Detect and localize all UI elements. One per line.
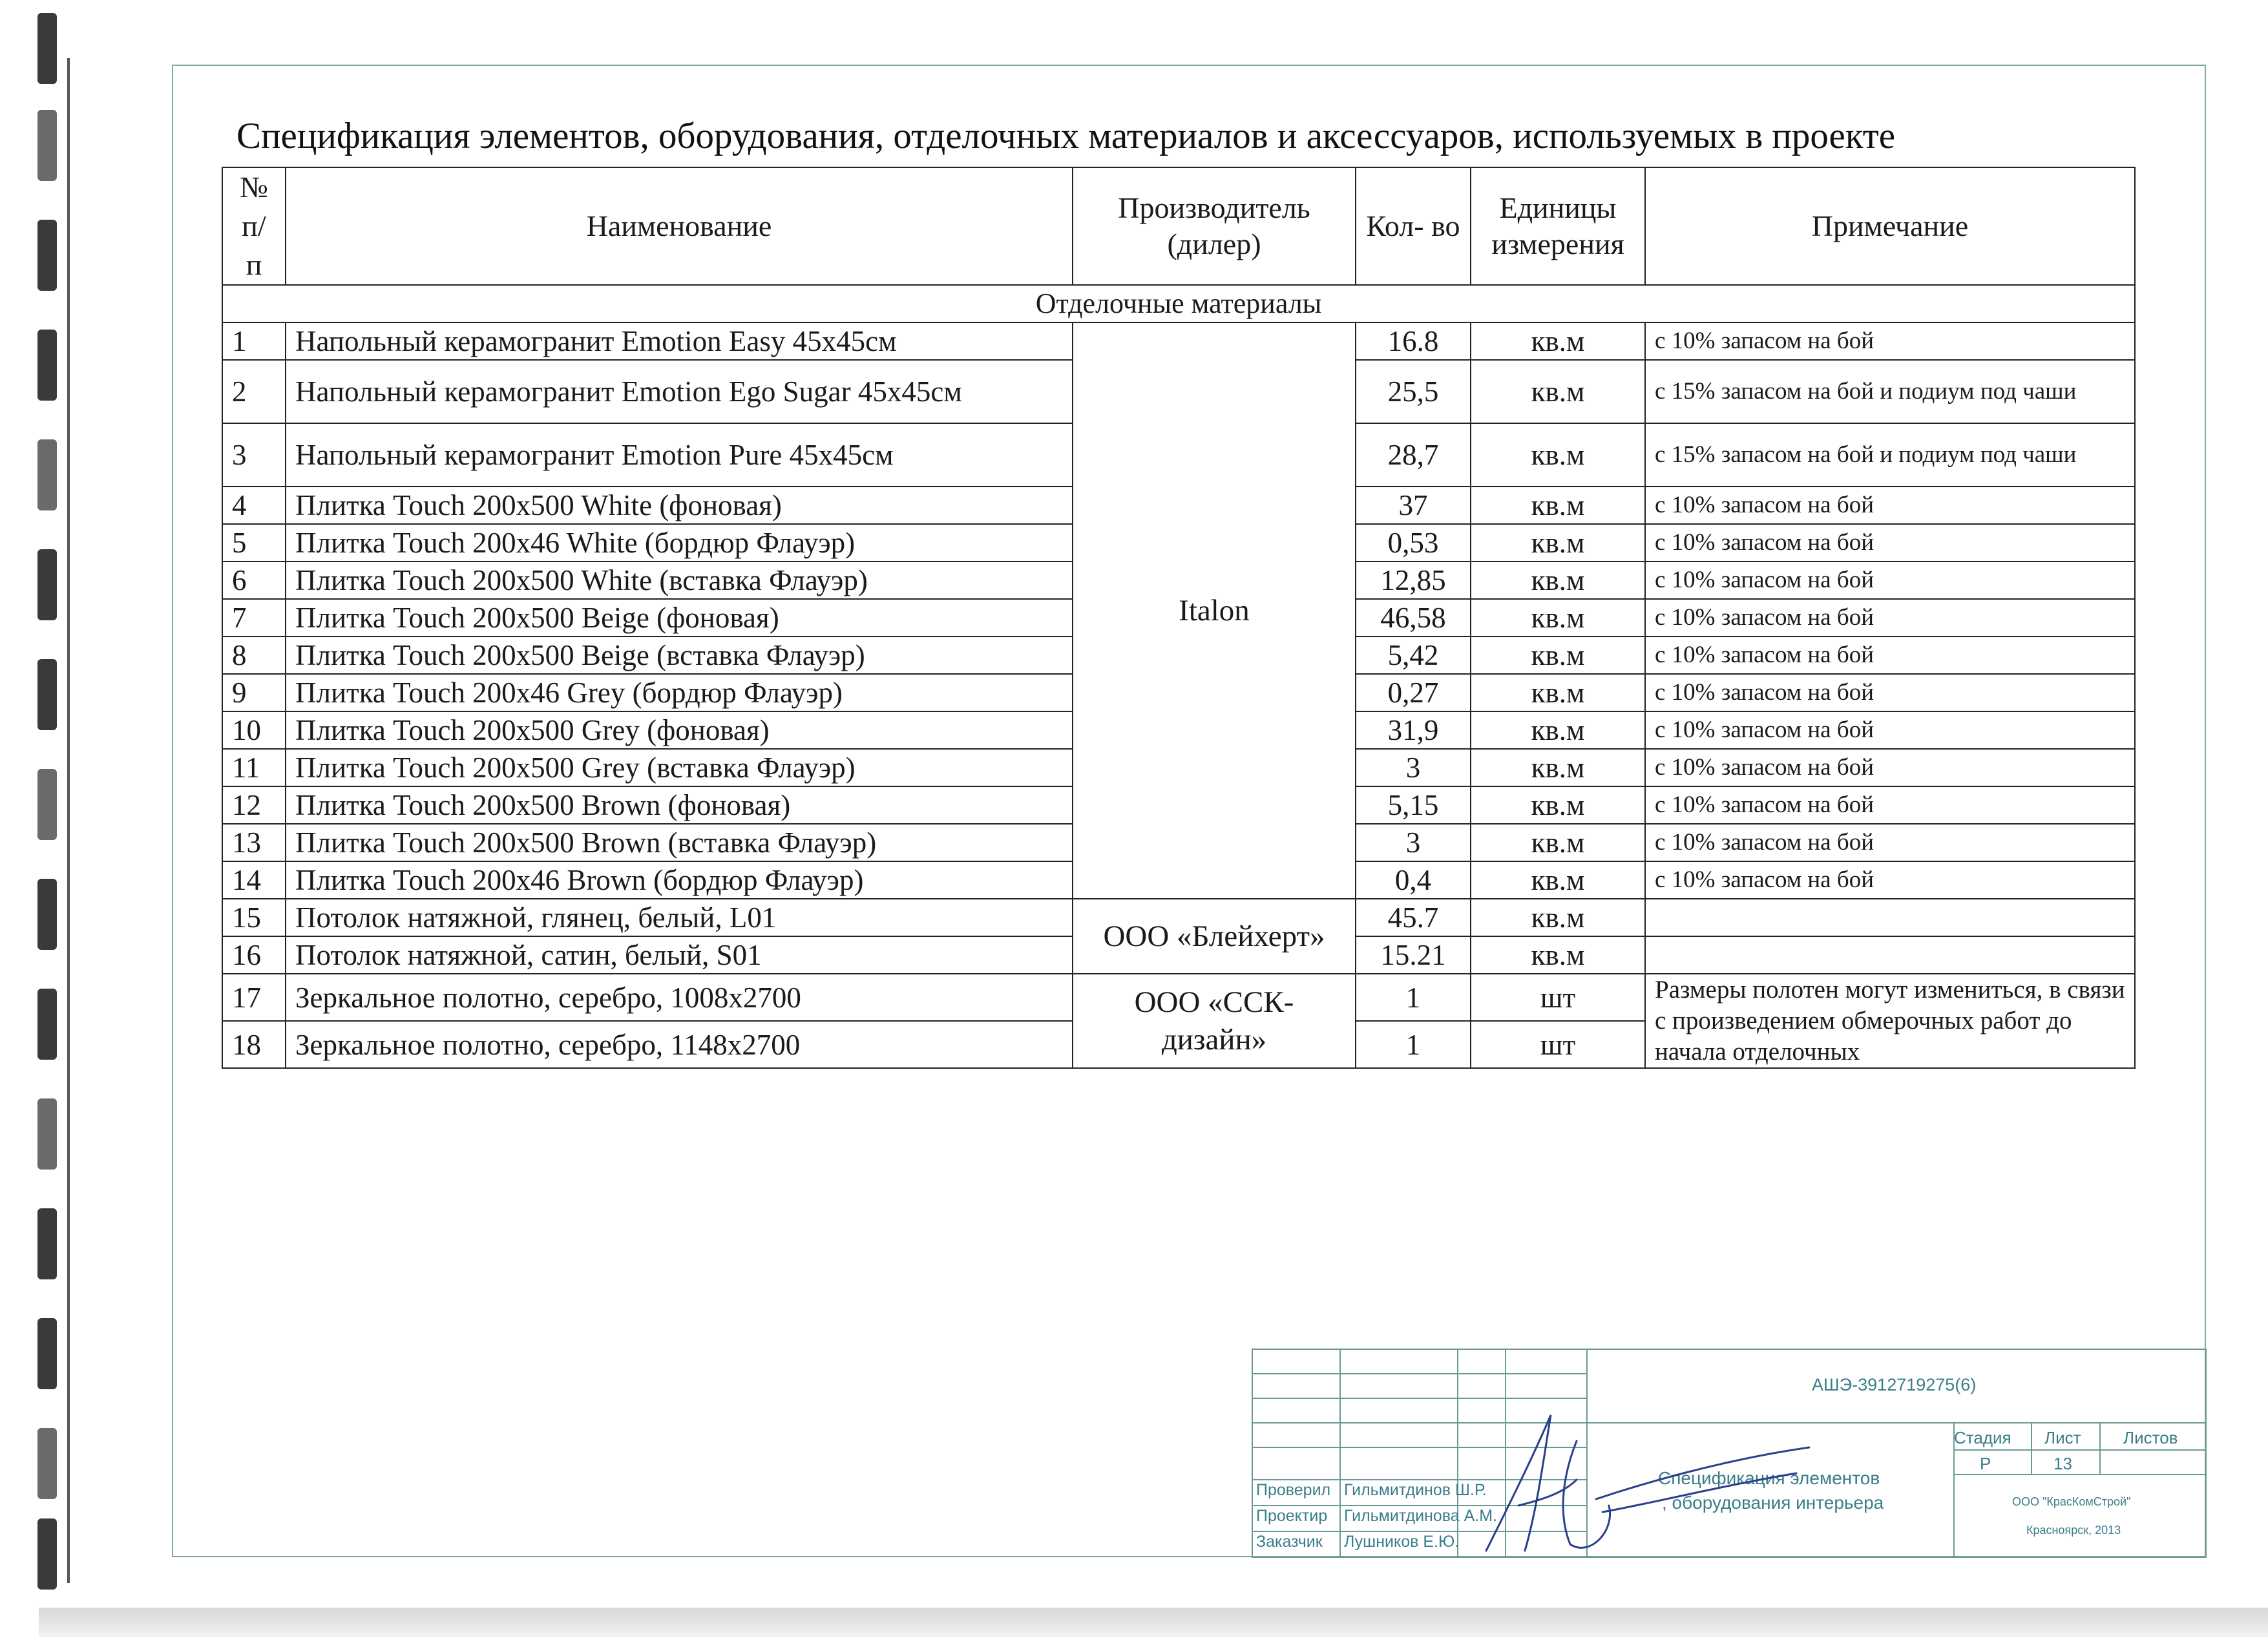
stage-value: Р xyxy=(1980,1454,1991,1473)
row-unit: кв.м xyxy=(1471,711,1645,749)
row-number: 1 xyxy=(222,322,286,360)
row-note: с 10% запасом на бой xyxy=(1645,524,2135,562)
manufacturer-bleichert: ООО «Блейхерт» xyxy=(1073,899,1356,974)
binder-hole xyxy=(37,1098,57,1170)
row-name: Напольный керамогранит Emotion Pure 45x45см xyxy=(286,423,1073,487)
row-name: Плитка Touch 200x46 White (бордюр Флауэр) xyxy=(286,524,1073,562)
row-unit: кв.м xyxy=(1471,674,1645,711)
row-quantity: 5,15 xyxy=(1356,786,1471,824)
specification-table xyxy=(222,167,2136,1069)
row-number: 4 xyxy=(222,487,286,524)
row-quantity: 28,7 xyxy=(1356,423,1471,487)
signer-name-designer: Гильмитдинова А.М. xyxy=(1344,1507,1497,1525)
table-row xyxy=(222,899,2135,936)
row-unit: кв.м xyxy=(1471,524,1645,562)
signer-role-checked: Проверил xyxy=(1256,1481,1331,1499)
row-note: с 10% запасом на бой xyxy=(1645,562,2135,599)
row-quantity: 5,42 xyxy=(1356,636,1471,674)
binder-hole xyxy=(37,1518,57,1590)
row-unit: кв.м xyxy=(1471,749,1645,786)
header-qty: Кол- во xyxy=(1356,167,1471,285)
signer-name-customer: Лушников Е.Ю. xyxy=(1344,1533,1460,1551)
binder-hole xyxy=(37,1428,57,1499)
row-quantity: 1 xyxy=(1356,974,1471,1021)
row-number: 11 xyxy=(222,749,286,786)
row-note: с 10% запасом на бой xyxy=(1645,599,2135,636)
row-quantity: 3 xyxy=(1356,824,1471,861)
row-quantity: 0,27 xyxy=(1356,674,1471,711)
manufacturer-italon: Italon xyxy=(1073,322,1356,899)
organization: ООО "КрасКомСтрой" xyxy=(2012,1495,2131,1508)
row-number: 7 xyxy=(222,599,286,636)
row-name: Потолок натяжной, глянец, белый, L01 xyxy=(286,899,1073,936)
row-note: с 10% запасом на бой xyxy=(1645,786,2135,824)
binder-hole xyxy=(37,110,57,181)
table-header-row xyxy=(222,167,2135,285)
binder-hole xyxy=(37,330,57,401)
table-row xyxy=(222,322,2135,360)
row-unit: кв.м xyxy=(1471,899,1645,936)
row-unit: кв.м xyxy=(1471,861,1645,899)
row-quantity: 0,53 xyxy=(1356,524,1471,562)
row-unit: кв.м xyxy=(1471,936,1645,974)
row-name: Зеркальное полотно, серебро, 1008x2700 xyxy=(286,974,1073,1021)
drawing-code: АШЭ-3912719275(6) xyxy=(1812,1375,1977,1394)
row-quantity: 3 xyxy=(1356,749,1471,786)
row-quantity: 46,58 xyxy=(1356,599,1471,636)
row-unit: шт xyxy=(1471,1021,1645,1068)
row-name: Потолок натяжной, сатин, белый, S01 xyxy=(286,936,1073,974)
row-number: 14 xyxy=(222,861,286,899)
page-left-edge xyxy=(67,58,70,1583)
binder-hole xyxy=(37,1318,57,1389)
row-name: Плитка Touch 200x500 White (фоновая) xyxy=(286,487,1073,524)
row-note: с 10% запасом на бой xyxy=(1645,824,2135,861)
table-row xyxy=(222,974,2135,1021)
signer-role-designer: Проектир xyxy=(1256,1507,1328,1525)
header-note: Примечание xyxy=(1645,167,2135,285)
row-note: с 15% запасом на бой и подиум под чаши xyxy=(1645,423,2135,487)
row-number: 5 xyxy=(222,524,286,562)
binder-hole xyxy=(37,220,57,291)
row-unit: кв.м xyxy=(1471,487,1645,524)
row-number: 13 xyxy=(222,824,286,861)
manufacturer-ssk-design: ООО «ССК-дизайн» xyxy=(1073,974,1356,1068)
row-name: Плитка Touch 200x500 White (вставка Флауэр) xyxy=(286,562,1073,599)
row-name: Напольный керамогранит Emotion Ego Sugar 45x45см xyxy=(286,360,1073,423)
row-unit: кв.м xyxy=(1471,824,1645,861)
binder-hole xyxy=(37,13,57,84)
row-quantity: 16.8 xyxy=(1356,322,1471,360)
binder-holes xyxy=(37,13,70,1577)
row-note: с 10% запасом на бой xyxy=(1645,487,2135,524)
binder-hole xyxy=(37,659,57,730)
row-name: Плитка Touch 200x500 Grey (вставка Флауэр) xyxy=(286,749,1073,786)
binder-hole xyxy=(37,879,57,950)
row-unit: кв.м xyxy=(1471,636,1645,674)
row-quantity: 15.21 xyxy=(1356,936,1471,974)
row-name: Плитка Touch 200x500 Brown (вставка Флауэр) xyxy=(286,824,1073,861)
row-number: 8 xyxy=(222,636,286,674)
row-note: Размеры полотен могут измениться, в связи с произведением обмерочных работ до начала отделочных xyxy=(1645,974,2135,1068)
binder-hole xyxy=(37,769,57,840)
row-name: Плитка Touch 200x500 Beige (фоновая) xyxy=(286,599,1073,636)
row-note: с 10% запасом на бой xyxy=(1645,861,2135,899)
row-name: Напольный керамогранит Emotion Easy 45x45см xyxy=(286,322,1073,360)
row-unit: кв.м xyxy=(1471,423,1645,487)
row-name: Плитка Touch 200x500 Brown (фоновая) xyxy=(286,786,1073,824)
row-quantity: 37 xyxy=(1356,487,1471,524)
signer-name-checked: Гильмитдинов Ш.Р. xyxy=(1344,1481,1487,1499)
row-name: Плитка Touch 200x500 Beige (вставка Флауэр) xyxy=(286,636,1073,674)
sheet-label: Лист xyxy=(2044,1428,2081,1447)
row-number: 6 xyxy=(222,562,286,599)
row-note: с 10% запасом на бой xyxy=(1645,711,2135,749)
row-quantity: 25,5 xyxy=(1356,360,1471,423)
row-number: 18 xyxy=(222,1021,286,1068)
document-title: Спецификация элементов, оборудования, отделочных материалов и аксессуаров, используемых в проекте xyxy=(236,116,1896,156)
row-quantity: 1 xyxy=(1356,1021,1471,1068)
row-number: 2 xyxy=(222,360,286,423)
header-unit: Единицы измерения xyxy=(1471,167,1645,285)
row-name: Плитка Touch 200x46 Brown (бордюр Флауэр) xyxy=(286,861,1073,899)
row-unit: кв.м xyxy=(1471,562,1645,599)
row-note: с 10% запасом на бой xyxy=(1645,749,2135,786)
row-number: 9 xyxy=(222,674,286,711)
section-title: Отделочные материалы xyxy=(222,285,2135,322)
row-note: с 10% запасом на бой xyxy=(1645,322,2135,360)
row-quantity: 12,85 xyxy=(1356,562,1471,599)
row-unit: шт xyxy=(1471,974,1645,1021)
sheets-label: Листов xyxy=(2123,1428,2178,1447)
row-number: 17 xyxy=(222,974,286,1021)
handwritten-signature xyxy=(1447,1402,1848,1570)
row-number: 15 xyxy=(222,899,286,936)
row-quantity: 31,9 xyxy=(1356,711,1471,749)
row-quantity: 45.7 xyxy=(1356,899,1471,936)
row-name: Плитка Touch 200x46 Grey (бордюр Флауэр) xyxy=(286,674,1073,711)
section-row xyxy=(222,285,2135,322)
row-name: Зеркальное полотно, серебро, 1148x2700 xyxy=(286,1021,1073,1068)
row-note: с 15% запасом на бой и подиум под чаши xyxy=(1645,360,2135,423)
row-unit: кв.м xyxy=(1471,786,1645,824)
row-number: 16 xyxy=(222,936,286,974)
header-manufacturer: Производитель (дилер) xyxy=(1073,167,1356,285)
stamp-doc-title-line1: Спецификация элементов xyxy=(1658,1468,1880,1488)
row-unit: кв.м xyxy=(1471,322,1645,360)
header-no: № п/ п xyxy=(222,167,286,285)
signer-role-customer: Заказчик xyxy=(1256,1533,1323,1551)
row-unit: кв.м xyxy=(1471,599,1645,636)
row-note: с 10% запасом на бой xyxy=(1645,636,2135,674)
row-note: с 10% запасом на бой xyxy=(1645,674,2135,711)
stage-label: Стадия xyxy=(1954,1428,2011,1447)
page-bottom-shadow xyxy=(39,1608,2268,1637)
city-year: Красноярск, 2013 xyxy=(2026,1524,2121,1537)
sheet-value: 13 xyxy=(2053,1454,2072,1473)
row-unit: кв.м xyxy=(1471,360,1645,423)
row-name: Плитка Touch 200x500 Grey (фоновая) xyxy=(286,711,1073,749)
binder-hole xyxy=(37,989,57,1060)
binder-hole xyxy=(37,549,57,620)
row-note xyxy=(1645,899,2135,936)
row-number: 12 xyxy=(222,786,286,824)
row-quantity: 0,4 xyxy=(1356,861,1471,899)
row-number: 3 xyxy=(222,423,286,487)
row-number: 10 xyxy=(222,711,286,749)
binder-hole xyxy=(37,439,57,510)
binder-hole xyxy=(37,1208,57,1279)
header-name: Наименование xyxy=(286,167,1073,285)
stamp-doc-title-line2: , оборудования интерьера xyxy=(1662,1493,1884,1513)
row-note xyxy=(1645,936,2135,974)
